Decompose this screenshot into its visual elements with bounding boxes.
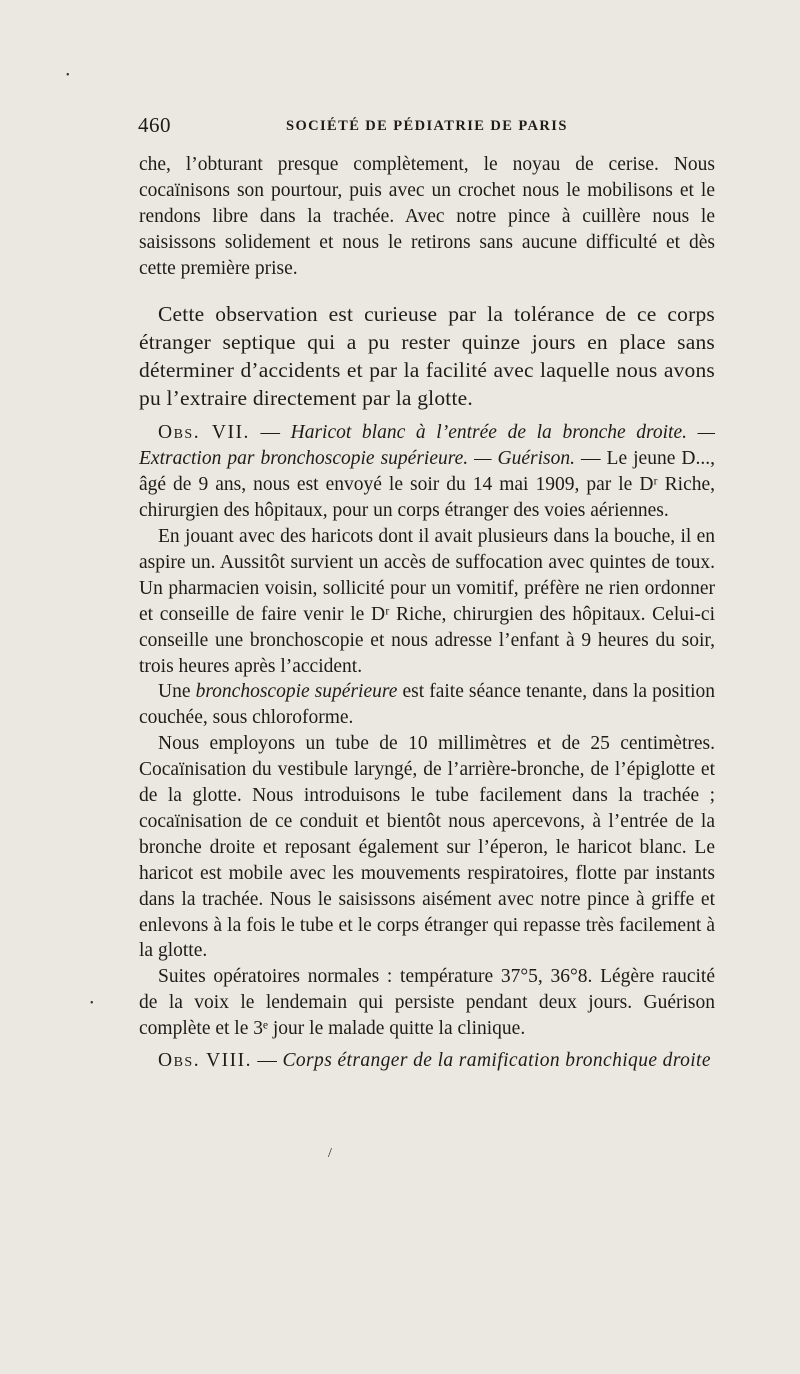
observation-vii <box>139 420 715 524</box>
procedure-post: est faite séance tenante, dans la position couchée, sous chloroforme. <box>139 681 715 729</box>
observation-title: Haricot blanc à l’entrée de la bronche droite. — Extraction par bronchoscopie supérieure. — Guérison. <box>139 422 715 470</box>
page-number: 460 <box>138 113 171 137</box>
running-title: SOCIÉTÉ DE PÉDIATRIE DE PARIS <box>286 118 568 134</box>
observation-label: Obs. VII. <box>158 422 250 444</box>
observation-viii <box>139 1048 715 1074</box>
paragraph-commentary: Cette observation est curieuse par la tolérance de ce corps étranger septique qui a pu rester quinze jours en place sans déterminer d’accidents et par la facilité avec laquelle nous avons pu l’extraire directement par la glotte. <box>139 301 715 411</box>
paragraph-history: En jouant avec des haricots dont il avait plusieurs dans la bouche, il en aspire un. Aussitôt survient un accès de suffocation avec quintes de toux. Un pharmacien voisin, sollicité pour un vomitif, préfère ne rien ordonner et conseille de faire venir le Dʳ Riche, chirurgien des hôpitaux. Celui-ci conseille une bronchoscopie et nous adresse l’enfant à 9 heures du soir, trois heures après l’accident. <box>139 525 715 677</box>
observation-dash: — <box>249 422 291 444</box>
paragraph-continuation: che, l’obturant presque complètement, le noyau de cerise. Nous cocaïnisons son pourtour, puis avec un crochet nous le mobilisons et le rendons libre dans la trachée. Avec notre pince à cuillère nous le saisissons solidement et nous le retirons sans aucune difficulté et dès cette première prise. <box>139 154 715 279</box>
paragraph-procedure <box>139 679 715 731</box>
observation-title: Corps étranger de la ramification bronchique droite <box>282 1050 711 1072</box>
ink-stroke-mark: / <box>328 1146 332 1161</box>
procedure-emphasis: bronchoscopie supérieure <box>195 681 398 703</box>
ink-dot-mark: • <box>90 998 94 1009</box>
observation-text: — Le jeune D..., âgé de 9 ans, nous est envoyé le soir du 14 mai 1909, par le Dʳ Riche, chirurgien des hôpitaux, pour un corps étranger des voies aériennes. <box>139 448 715 522</box>
body-text <box>139 152 715 1074</box>
paragraph-technique: Nous employons un tube de 10 millimètres et de 25 centimètres. Cocaïnisation du vestibule laryngé, de l’arrière-bronche, de l’épiglotte et de la glotte. Nous introduisons le tube facilement dans la trachée ; cocaïnisation de ce conduit et bientôt nous apercevons, à l’entrée de la bronche droite et reposant également sur l’éperon, le haricot blanc. Le haricot est mobile avec les mouvements respiratoires, flotte par instants dans la trachée. Nous le saisissons aisément avec notre pince à griffe et enlevons à la fois le tube et le corps étranger qui repasse très facilement à la glotte. <box>139 733 715 962</box>
ink-dot-mark: • <box>66 70 70 81</box>
procedure-pre: Une <box>158 681 196 703</box>
observation-label: Obs. VIII. <box>158 1050 253 1072</box>
paragraph-outcome: Suites opératoires normales : température 37°5, 36°8. Légère raucité de la voix le lendemain qui persiste pendant deux jours. Guérison complète et le 3ᵉ jour le malade quitte la clinique. <box>139 966 715 1040</box>
page-header <box>138 113 718 143</box>
observation-dash: — <box>252 1050 283 1072</box>
